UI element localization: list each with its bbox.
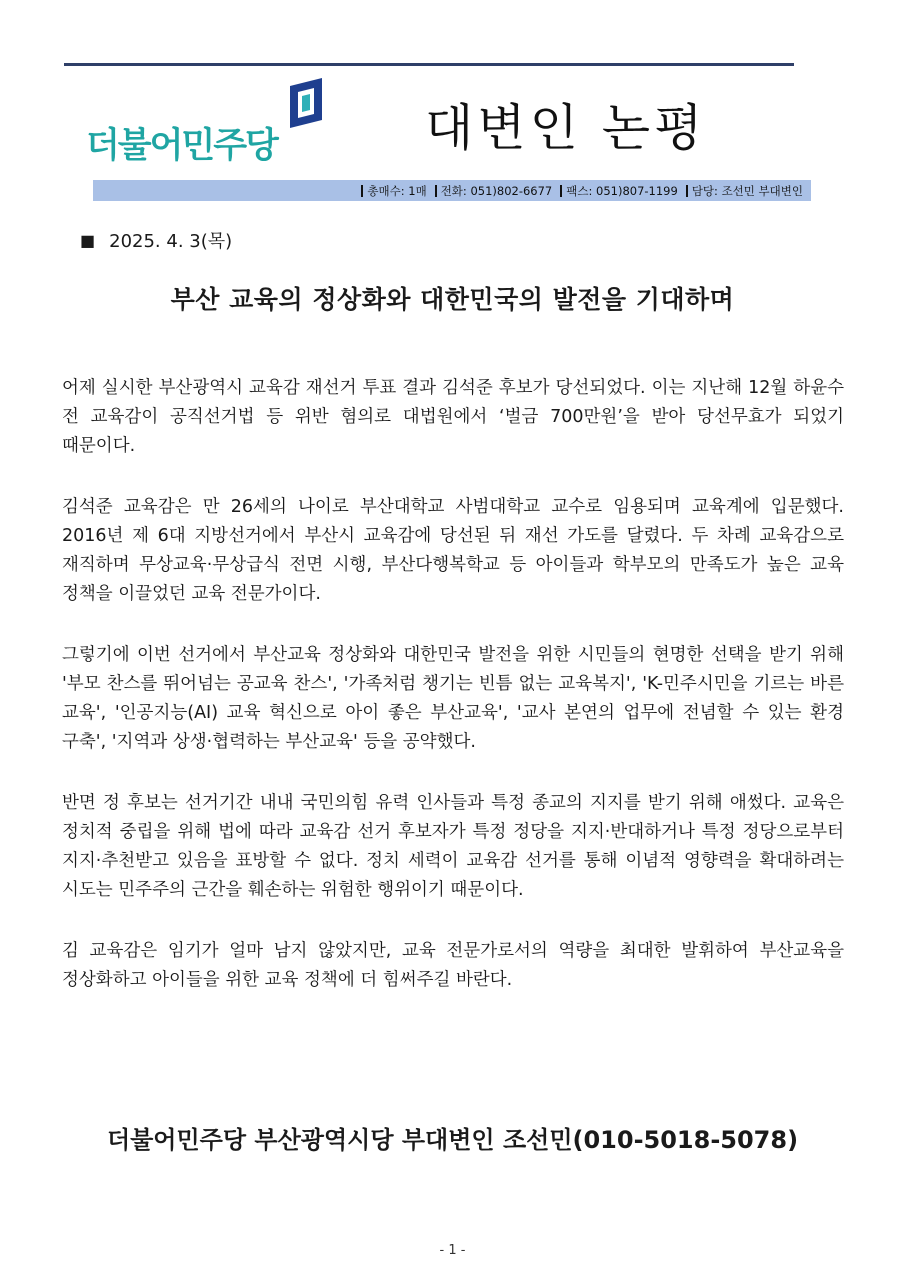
- body-text: [62, 374, 844, 1027]
- signature: 더불어민주당 부산광역시당 부대변인 조선민(010-5018-5078): [106, 1126, 799, 1154]
- contact-info-bar: [93, 180, 811, 201]
- square-bullet-icon: ■: [80, 230, 96, 250]
- flag-logo-icon: [286, 78, 326, 128]
- page-count: 총매수: 1매: [361, 183, 426, 199]
- fax-number: 팩스: 051)807-1199: [560, 183, 678, 199]
- paragraph: 김석준 교육감은 만 26세의 나이로 부산대학교 사범대학교 교수로 임용되며 교육계에 입문했다. 2016년 제 6대 지방선거에서 부산시 교육감에 당선된 뒤 재선 가도를 달렸다. 두 차례 교육감으로 재직하며 무상교육·무상급식 전면 시행, 부산다행복학교 등 아이들과 학부모의 만족도가 높은 교육 정책을 이끌었던 교육 전문가이다.: [62, 497, 844, 604]
- top-rule: [64, 63, 794, 66]
- logo-text: 더불어민주당: [86, 126, 277, 166]
- phone-number: 전화: 051)802-6677: [435, 183, 553, 199]
- party-logo: [86, 78, 336, 168]
- date: 2025. 4. 3(목): [109, 231, 233, 252]
- paragraph: 김 교육감은 임기가 얼마 남지 않았지만, 교육 전문가로서의 역량을 최대한 발휘하여 부산교육을 정상화하고 아이들을 위한 교육 정책에 더 힘써주길 바란다.: [62, 941, 844, 990]
- document-title: 대변인 논평: [425, 99, 707, 157]
- headline: 부산 교육의 정상화와 대한민국의 발전을 기대하며: [170, 285, 735, 314]
- paragraph: 어제 실시한 부산광역시 교육감 재선거 투표 결과 김석준 후보가 당선되었다. 이는 지난해 12월 하윤수 전 교육감이 공직선거법 등 위반 혐의로 대법원에서 ‘벌금 700만원’을 받아 당선무효가 되었기 때문이다.: [62, 378, 844, 456]
- contact-person: 담당: 조선민 부대변인: [686, 183, 803, 199]
- paragraph: 그렇기에 이번 선거에서 부산교육 정상화와 대한민국 발전을 위한 시민들의 현명한 선택을 받기 위해 '부모 찬스를 뛰어넘는 공교육 찬스', '가족처럼 챙기는 빈틈 없는 교육복지', 'K-민주시민을 기르는 바른 교육', '인공지능(AI) 교육 혁신으로 아이 좋은 부산교육', '교사 본연의 업무에 전념할 수 있는 환경 구축', '지역과 상생·협력하는 부산교육' 등을 공약했다.: [62, 645, 844, 752]
- paragraph: 반면 정 후보는 선거기간 내내 국민의힘 유력 인사들과 특정 종교의 지지를 받기 위해 애썼다. 교육은 정치적 중립을 위해 법에 따라 교육감 선거 후보자가 특정 정당을 지지·반대하거나 특정 정당으로부터 지지·추천받고 있음을 표방할 수 없다. 정치 세력이 교육감 선거를 통해 이념적 영향력을 확대하려는 시도는 민주주의 근간을 훼손하는 위험한 행위이기 때문이다.: [62, 793, 844, 900]
- page-number: - 1 -: [439, 1243, 466, 1258]
- date-line: [80, 227, 232, 253]
